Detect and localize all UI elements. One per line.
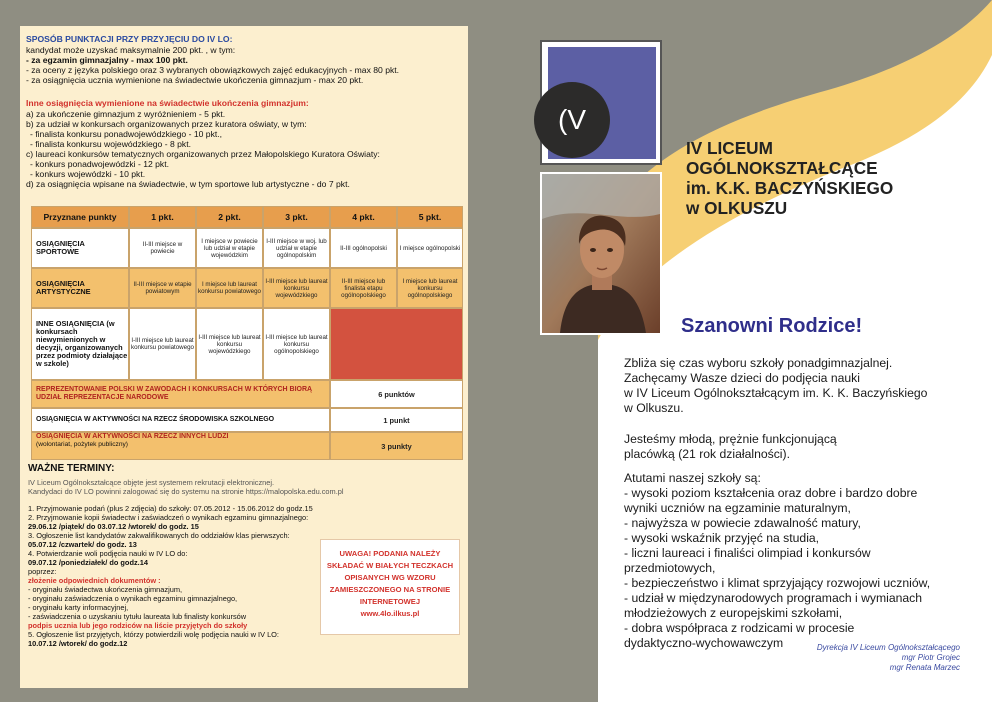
signature-line: mgr Piotr Grojec (901, 653, 960, 662)
scoring-line: - za egzamin gimnazjalny - max 100 pkt. (26, 55, 188, 65)
notice-line: UWAGA! PODANIA NALEŻY (339, 549, 441, 558)
portrait-photo (540, 172, 662, 335)
row-label-people-title: OSIĄGNIĘCIA W AKTYWNOŚCI NA RZECZ INNYCH LUDZI (36, 433, 229, 440)
achievement-line: a) za ukończenie gimnazjum z wyróżnieniem - 5 pkt. (26, 109, 226, 119)
table-cell: II-III miejsce lub finalista etapu ogólnopolskiego (330, 268, 397, 308)
terms-line: 5. Ogłoszenie list przyjętych, którzy potwierdzili wolę podjęcia nauki w IV LO: (28, 630, 279, 639)
intro-line: Zbliża się czas wyboru szkoły ponadgimnazjalnej. (624, 356, 893, 370)
table-cell: I-III miejsce w woj. lub udział w etapie ogólnopolskim (263, 228, 330, 268)
notice-url: www.4lo.ilkus.pl (360, 609, 420, 618)
table-cell: II-III ogólnopolski (330, 228, 397, 268)
signature-line: Dyrekcja IV Liceum Ogólnokształcącego (816, 643, 960, 652)
row-label-school: OSIĄGNIĘCIA W AKTYWNOŚCI NA RZECZ ŚRODOWISKA SZKOLNEGO (31, 408, 330, 432)
table-cell: I-III miejsce lub laureat konkursu wojewódzkiego (196, 308, 263, 380)
terms-line: 10.07.12 /wtorek/ do godz.12 (28, 639, 128, 648)
notice-line: OPISANYCH WG WZORU (344, 573, 436, 582)
school-name-line: OGÓLNOKSZTAŁCĄCE (686, 158, 878, 178)
achievement-line: - finalista konkursu wojewódzkiego - 8 pkt. (30, 139, 191, 149)
terms-line: złożenie odpowiednich dokumentów : (28, 576, 161, 585)
other-achievements-title: Inne osiągnięcia wymienione na świadectwie ukończenia gimnazjum: (26, 98, 309, 108)
left-panel (20, 26, 468, 688)
school-logo (540, 40, 662, 165)
terms-title: WAŻNE TERMINY: (28, 463, 115, 474)
achievement-line: d) za osiągnięcia wpisane na świadectwie, w tym sportowe lub artystyczne - do 7 pkt. (26, 179, 350, 189)
terms-line: 2. Przyjmowanie kopii świadectw i zaświadczeń o wynikach egzaminu gimnazjalnego: (28, 513, 309, 522)
strengths-line: - wysoki poziom kształcenia oraz dobre i bardzo dobre (624, 486, 918, 500)
right-panel (558, 0, 992, 702)
notice-box (320, 539, 460, 635)
school-name-line: w OLKUSZU (686, 198, 788, 218)
strengths-line: - dobra współpraca z rodzicami w procesie (624, 621, 855, 635)
logo-circle (534, 82, 610, 158)
row-label-national: REPREZENTOWANIE POLSKI W ZAWODACH I KONKURSACH W KTÓRYCH BIORĄ UDZIAŁ REPREZENTACJE NARODOWE (31, 380, 330, 408)
scoring-line: - za oceny z języka polskiego oraz 3 wybranych obowiązkowych zajęć edukacyjnych - max 80 pkt. (26, 65, 400, 75)
row-label-art: OSIĄGNIĘCIA ARTYSTYCZNE (31, 268, 129, 308)
achievement-line: - konkurs ponadwojewódzki - 12 pkt. (30, 159, 170, 169)
strengths-line: - liczni laureaci i finaliści olimpiad i konkursów (624, 546, 871, 560)
terms-line: 05.07.12 /czwartek/ do godz. 13 (28, 540, 137, 549)
table-header: 5 pkt. (397, 206, 463, 228)
notice-line: ZAMIESZCZONEGO NA STRONIE (329, 585, 451, 594)
table-cell: I miejsce lub laureat konkursu ogólnopolskiego (397, 268, 463, 308)
table-cell: I-III miejsce lub laureat konkursu ogólnopolskiego (263, 308, 330, 380)
strengths-line: - najwyższa w powiecie zdawalność matury, (624, 516, 861, 530)
achievement-line: - konkurs wojewódzki - 10 pkt. (30, 169, 146, 179)
strengths-line: dydaktyczno-wychowawczym (624, 636, 784, 650)
signature (817, 643, 960, 673)
strengths-title: Atutami naszej szkoły są: (624, 471, 761, 485)
logo-text: (V (558, 104, 586, 135)
portrait-illustration (542, 174, 660, 333)
scoring-title: SPOSÓB PUNKTACJI PRZY PRZYJĘCIU DO IV LO: (26, 34, 233, 44)
row-label-people-sub: (wolontariat, pożytek publiczny) (36, 441, 128, 448)
terms-intro: IV Liceum Ogólnokształcące objęte jest systemem rekrutacji elektronicznej. (28, 478, 275, 487)
school-name-line: im. K.K. BACZYŃSKIEGO (686, 178, 894, 198)
terms-line: - oryginału świadectwa ukończenia gimnazjum, (28, 585, 183, 594)
table-cell: II-III miejsce w etapie powiatowym (129, 268, 196, 308)
table-header: Przyznane punkty (31, 206, 129, 228)
table-cell: 3 punkty (330, 432, 463, 460)
terms-line: - oryginału zaświadczenia o wynikach egzaminu gimnazjalnego, (28, 594, 238, 603)
terms-line: 4. Potwierdzanie woli podjęcia nauki w IV LO do: (28, 549, 188, 558)
table-cell: 6 punktów (330, 380, 463, 408)
terms-line: podpis ucznia lub jego rodziców na liście przyjętych do szkoły (28, 621, 248, 630)
table-cell: I miejsce lub laureat konkursu powiatowego (196, 268, 263, 308)
terms-line: 09.07.12 /poniedziałek/ do godz.14 (28, 558, 148, 567)
notice-line: SKŁADAĆ W BIAŁYCH TECZKACH (326, 561, 454, 570)
table-cell: I miejsce ogólnopolski (397, 228, 463, 268)
intro-line: w IV Liceum Ogólnokształcącym im. K. K. Baczyńskiego (624, 386, 928, 400)
row-label-people (31, 432, 330, 460)
strengths-line: - udział w międzynarodowych programach i wymianach (624, 591, 923, 605)
notice-line: INTERNETOWEJ (359, 597, 421, 606)
table-header: 4 pkt. (330, 206, 397, 228)
signature-line: mgr Renata Marzec (889, 663, 960, 672)
strengths-line: młodzieżowych z europejskimi szkołami, (624, 606, 843, 620)
table-cell: I miejsce w powiecie lub udział w etapie wojewódzkim (196, 228, 263, 268)
row-label-sport: OSIĄGNIĘCIA SPORTOWE (31, 228, 129, 268)
achievement-line: b) za udział w konkursach organizowanych przez kuratora oświaty, w tym: (26, 119, 307, 129)
achievement-line: - finalista konkursu ponadwojewódzkiego - 10 pkt., (30, 129, 223, 139)
table-cell: II-III miejsce w powiecie (129, 228, 196, 268)
table-cell: I-III miejsce lub laureat konkursu powiatowego (129, 308, 196, 380)
strengths-line: wyniki uczniów na egzaminie maturalnym, (624, 501, 851, 515)
table-cell: I-III miejsce lub laureat konkursu wojewódzkiego (263, 268, 330, 308)
terms-line: - zaświadczenia o uzyskaniu tytułu laureata lub finalisty konkursów (28, 612, 247, 621)
table-header: 3 pkt. (263, 206, 330, 228)
row-label-other: INNE OSIĄGNIĘCIA (w konkursach niewymienionych w decyzji, organizowanych przez podmioty działające w szkole) (31, 308, 129, 380)
empty-red-cell (330, 308, 463, 380)
intro-line: w Olkuszu. (624, 401, 684, 415)
strengths-line: - bezpieczeństwo i klimat sprzyjający rozwojowi uczniów, (624, 576, 931, 590)
achievement-line: c) laureaci konkursów tematycznych organizowanych przez Małopolskiego Kuratora Oświaty: (26, 149, 380, 159)
terms-line: 1. Przyjmowanie podań (plus 2 zdjęcia) do szkoły: 07.05.2012 - 15.06.2012 do godz.15 (28, 504, 313, 513)
terms-line: 29.06.12 /piątek/ do 03.07.12 /wtorek/ do godz. 15 (28, 522, 199, 531)
terms-line: poprzez: (28, 567, 57, 576)
scoring-line: - za osiągnięcia ucznia wymienione na świadectwie ukończenia gimnazjum - max 20 pkt. (26, 75, 364, 85)
intro-line: Zachęcamy Wasze dzieci do podjęcia nauki (624, 371, 860, 385)
strengths-line: - wysoki wskaźnik przyjęć na studia, (624, 531, 820, 545)
terms-line: - oryginału karty informacyjnej, (28, 603, 129, 612)
table-header: 1 pkt. (129, 206, 196, 228)
table-cell: 1 punkt (330, 408, 463, 432)
profile-line: Jesteśmy młodą, prężnie funkcjonującą (624, 432, 837, 446)
greeting: Szanowni Rodzice! (681, 315, 863, 337)
profile-line: placówką (21 rok działalności). (624, 447, 790, 461)
school-name-line: IV LICEUM (686, 138, 773, 158)
table-header: 2 pkt. (196, 206, 263, 228)
terms-intro: Kandydaci do IV LO powinni zalogować się do systemu na stronie https://malopolska.edu.com.pl (28, 487, 344, 496)
strengths-line: przedmiotowych, (624, 561, 716, 575)
points-table (31, 206, 463, 460)
school-name (686, 138, 893, 218)
scoring-line: kandydat może uzyskać maksymalnie 200 pkt. , w tym: (26, 45, 236, 55)
terms-line: 3. Ogłoszenie list kandydatów zakwalifikowanych do oddziałów klas pierwszych: (28, 531, 290, 540)
